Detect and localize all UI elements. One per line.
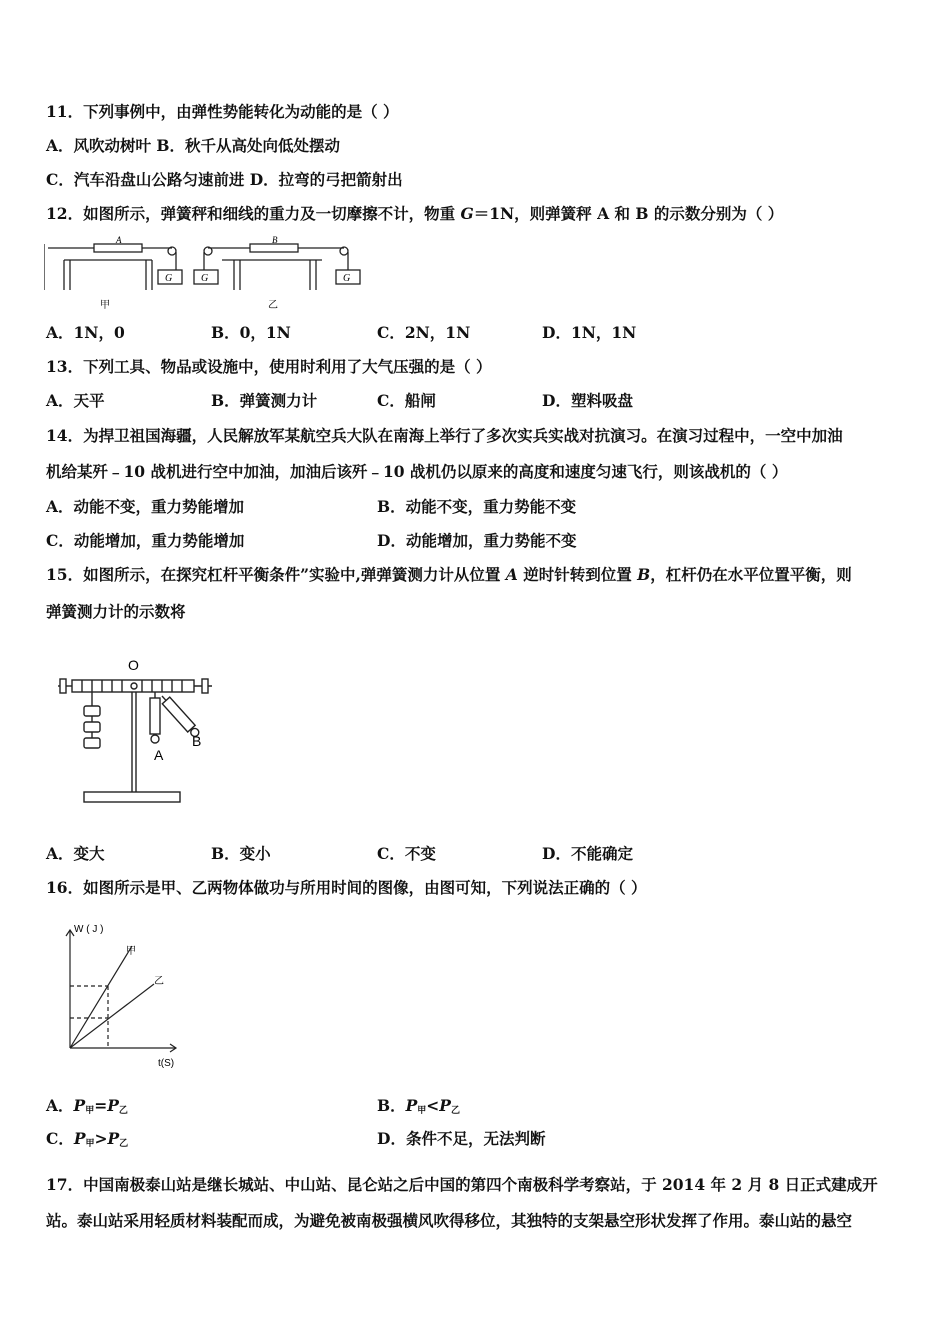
q16-work-time-graph [60, 918, 190, 1070]
q14-option-b: B．动能不变，重力势能不变 [377, 497, 577, 516]
q13-stem: 13．下列工具、物品或设施中，使用时利用了大气压强的是（ ） [46, 357, 492, 376]
q15-pivot-label: O [128, 657, 139, 673]
q12-weight-label-left: G [165, 273, 173, 284]
q16-line-jia-label: 甲 [126, 946, 136, 957]
q14-option-c: C．动能增加，重力势能增加 [46, 531, 245, 550]
q13-option-b: B．弹簧测力计 [211, 391, 318, 410]
q14-stem-line1: 14．为捍卫祖国海疆，人民解放军某航空兵大队在南海上举行了多次实兵实战对抗演习。在演习过程中，一空中加油 [46, 426, 843, 445]
q12-option-b: B．0，1N [211, 323, 291, 342]
q15-position-b-label: B [192, 733, 202, 749]
q15-position-a-label: A [154, 747, 164, 763]
q12-scale-a-label: A [116, 236, 122, 245]
q12-spring-scale-figure [44, 236, 374, 312]
q14-stem-line2: 机给某歼﹣10 战机进行空中加油，加油后该歼﹣10 战机仍以原来的高度和速度匀速飞行，则该战机的（ ） [46, 462, 788, 481]
q17-stem-line2: 站。泰山站采用轻质材料装配而成，为避免被南极强横风吹得移位，其独特的支架悬空形状发挥了作用。泰山站的悬空 [46, 1211, 853, 1230]
q16-y-axis-label: W ( J ) [74, 924, 104, 935]
q12-option-c: C．2N，1N [377, 323, 471, 342]
q14-option-d: D．动能增加，重力势能不变 [377, 531, 577, 550]
q12-caption-jia: 甲 [100, 300, 110, 311]
q16-option-c: C．$P_甲>P_乙$ [46, 1129, 129, 1149]
q13-option-a: A．天平 [46, 391, 105, 410]
q11-stem: 11．下列事例中，由弹性势能转化为动能的是（ ） [46, 102, 399, 121]
q16-option-a: A．$P_甲=P_乙$ [46, 1096, 128, 1116]
q16-line-yi-label: 乙 [154, 976, 164, 987]
q14-option-a: A．动能不变，重力势能增加 [46, 497, 245, 516]
q16-option-b: B．$P_甲<P_乙$ [377, 1096, 460, 1116]
q15-option-b: B．变小 [211, 844, 271, 863]
q16-x-axis-label: t(S) [158, 1058, 175, 1069]
q12-scale-b-label: B [272, 236, 278, 245]
q16-stem: 16．如图所示是甲、乙两物体做功与所用时间的图像，由图可知，下列说法正确的（ ） [46, 878, 647, 897]
q11-options-ab: A．风吹动树叶 B．秋千从高处向低处摆动 [46, 136, 341, 155]
q12-caption-yi: 乙 [268, 300, 278, 311]
q15-lever-figure [52, 652, 222, 810]
q17-stem-line1: 17．中国南极泰山站是继长城站、中山站、昆仑站之后中国的第四个南极科学考察站，于 2014 年 2 月 8 日正式建成开 [46, 1175, 878, 1194]
q15-option-d: D．不能确定 [542, 844, 633, 863]
q15-option-c: C．不变 [377, 844, 436, 863]
q15-stem-line2: 弹簧测力计的示数将 [46, 602, 186, 621]
q15-option-a: A．变大 [46, 844, 105, 863]
q12-option-d: D．1N，1N [542, 323, 637, 342]
q12-option-a: A．1N，0 [46, 323, 125, 342]
q12-weight-label-right-b: G [343, 273, 351, 284]
q12-stem: 12．如图所示，弹簧秤和细线的重力及一切摩擦不计，物重 G＝1N，则弹簧秤 A 和 B 的示数分别为（ ） [46, 204, 784, 223]
q13-option-c: C．船闸 [377, 391, 436, 410]
q15-stem-line1: 15．如图所示，在探究杠杆平衡条件”实验中,弹弹簧测力计从位置 A 逆时针转到位置 B，杠杆仍在水平位置平衡，则 [46, 565, 852, 584]
q13-option-d: D．塑料吸盘 [542, 391, 633, 410]
q16-option-d: D．条件不足，无法判断 [377, 1129, 546, 1148]
q12-weight-label-right-a: G [201, 273, 209, 284]
q11-options-cd: C．汽车沿盘山公路匀速前进 D．拉弯的弓把箭射出 [46, 170, 403, 189]
